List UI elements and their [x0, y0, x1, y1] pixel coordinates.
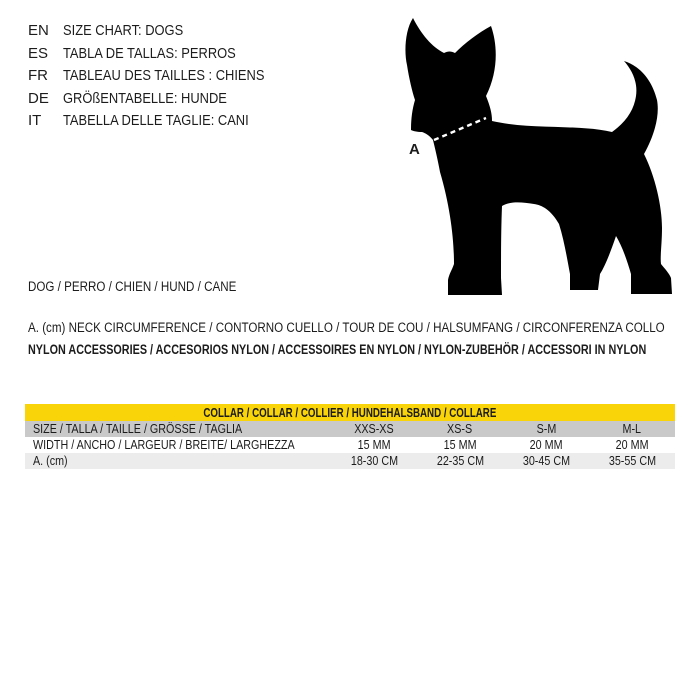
- language-title-label: TABLEAU DES TAILLES : CHIENS: [63, 67, 265, 84]
- species-caption: [28, 279, 270, 294]
- table-cell: 22-35 CM: [436, 454, 484, 468]
- language-title-label: GRÖßENTABELLE: HUNDE: [63, 89, 227, 107]
- material-note: [28, 342, 700, 357]
- table-cell: 20 MM: [615, 438, 649, 452]
- material-note-text: NYLON ACCESSORIES / ACCESORIOS NYLON / ACCESSOIRES EN NYLON / NYLON-ZUBEHÖR / ACCESSORI IN NYLON: [28, 342, 647, 357]
- dog-silhouette: [405, 18, 672, 295]
- table-cell: XXS-XS: [354, 422, 394, 436]
- language-title-row: [28, 110, 297, 133]
- table-cell: 30-45 CM: [522, 454, 570, 468]
- language-title-label: TABELLA DELLE TAGLIE: CANI: [63, 112, 249, 129]
- row-label: A. (cm): [33, 454, 68, 468]
- row-label: WIDTH / ANCHO / LARGEUR / BREITE/ LARGHEZZA: [33, 438, 295, 452]
- size-table-header: [25, 404, 675, 421]
- table-cell: 35-55 CM: [608, 454, 656, 468]
- measurement-note: [28, 320, 700, 335]
- dog-silhouette-svg: [398, 14, 678, 298]
- table-cell: M-L: [622, 422, 642, 436]
- size-table-header-text: COLLAR / COLLAR / COLLIER / HUNDEHALSBAND / COLLARE: [203, 405, 497, 420]
- table-row-size: [25, 421, 675, 437]
- language-code: EN: [28, 22, 49, 39]
- language-code: FR: [28, 67, 48, 84]
- table-cell: 18-30 CM: [350, 454, 398, 468]
- neck-marker-label: A: [409, 141, 420, 158]
- language-code: DE: [28, 89, 49, 107]
- language-title-row: [28, 65, 297, 88]
- row-label: SIZE / TALLA / TAILLE / GRÖSSE / TAGLIA: [33, 422, 243, 436]
- table-cell: 15 MM: [357, 438, 391, 452]
- table-cell: 15 MM: [443, 438, 477, 452]
- language-title-row: [28, 20, 297, 43]
- language-title-label: TABLA DE TALLAS: PERROS: [63, 44, 236, 62]
- table-cell: XS-S: [447, 422, 473, 436]
- language-code: IT: [28, 112, 42, 129]
- language-title-row: [28, 43, 297, 66]
- dog-figure: [398, 14, 678, 298]
- language-title-row: [28, 88, 297, 111]
- table-cell: S-M: [536, 422, 556, 436]
- size-table: [25, 404, 675, 469]
- table-row-neck: [25, 453, 675, 469]
- measurement-note-text: A. (cm) NECK CIRCUMFERENCE / CONTORNO CUELLO / TOUR DE COU / HALSUMFANG / CIRCONFERENZA COLLO: [28, 320, 665, 335]
- language-title-list: [28, 20, 297, 133]
- language-code: ES: [28, 44, 49, 62]
- table-row-width: [25, 437, 675, 453]
- language-title-label: SIZE CHART: DOGS: [63, 22, 184, 39]
- species-caption-text: DOG / PERRO / CHIEN / HUND / CANE: [28, 279, 237, 294]
- table-cell: 20 MM: [529, 438, 563, 452]
